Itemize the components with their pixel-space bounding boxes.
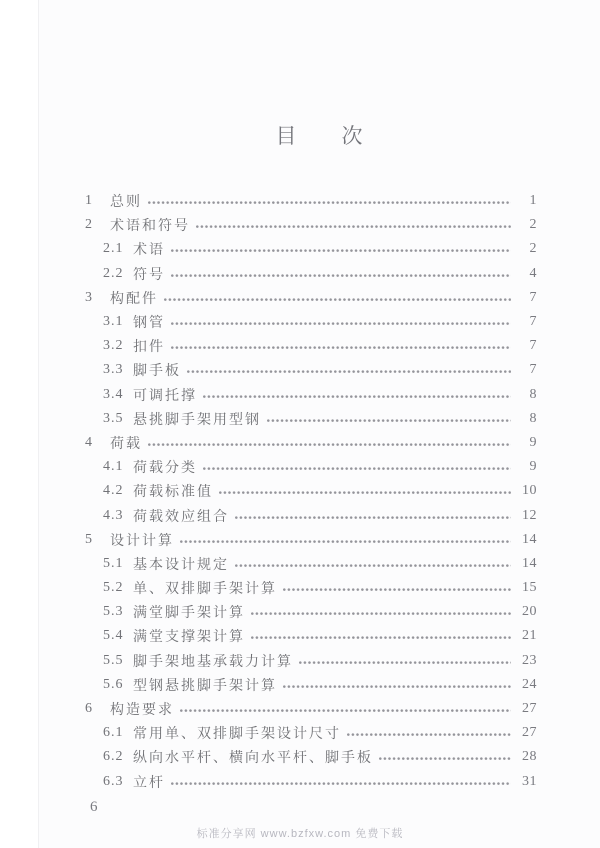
toc-entry-page: 9 [529,434,537,450]
toc-entry [85,649,537,673]
toc-entry [85,721,537,745]
toc-entry [85,479,537,503]
toc-entry [85,503,537,527]
toc-entry-page: 10 [522,483,537,499]
toc-entry-label: 立杆 [133,775,165,791]
toc-entry-page: 14 [522,531,537,547]
dot-leader [299,661,511,665]
toc-entry-label: 钢管 [133,316,165,332]
toc-entry-number: 5.4 [103,628,124,644]
toc-entry [85,383,537,407]
toc-entry-number: 2 [85,217,93,233]
toc-entry-number: 5.1 [103,555,124,571]
toc-entry-label: 脚手架地基承载力计算 [133,654,293,670]
toc-entry-label: 纵向水平杆、横向水平杆、脚手板 [133,751,373,767]
toc-entry-page: 8 [529,410,537,426]
dot-leader [251,636,511,640]
toc-entry [85,407,537,431]
page-title: 目 次 [275,124,375,148]
toc-entry [85,673,537,697]
toc-entry [85,262,537,286]
toc-entry-label: 荷载标准值 [133,485,213,501]
dot-leader [267,419,511,423]
page-number: 6 [90,799,98,815]
toc-entry-page: 7 [529,338,537,354]
toc-entry-label: 荷载分类 [133,461,197,477]
toc-entry-number: 5.6 [103,676,124,692]
dot-leader [235,564,511,568]
toc-entry [85,745,537,769]
toc-entry [85,600,537,624]
toc-entry [85,528,537,552]
toc-entry-page: 7 [529,362,537,378]
toc-entry [85,334,537,358]
toc-entry-page: 15 [522,580,537,596]
toc-entry [85,310,537,334]
toc-entry [85,770,537,794]
dot-leader [235,516,511,520]
dot-leader [164,298,511,302]
toc-entry-label: 扣件 [133,340,165,356]
toc-entry-number: 5.2 [103,580,124,596]
toc-list [85,189,537,794]
toc-entry [85,358,537,382]
dot-leader [171,249,511,253]
toc-entry-label: 总则 [110,195,142,211]
toc-entry [85,213,537,237]
toc-entry-number: 3 [85,289,93,305]
dot-leader [379,757,511,761]
toc-entry-page: 2 [529,241,537,257]
toc-entry-number: 4 [85,434,93,450]
dot-leader [283,588,511,592]
toc-entry-page: 7 [529,289,537,305]
toc-entry-page: 8 [529,386,537,402]
toc-entry-page: 20 [522,604,537,620]
toc-entry-number: 5 [85,531,93,547]
dot-leader [171,274,511,278]
document-page [38,0,600,848]
toc-entry-page: 9 [529,459,537,475]
toc-entry-label: 悬挑脚手架用型钢 [133,412,261,428]
toc-entry [85,431,537,455]
toc-entry-number: 2.1 [103,241,124,257]
dot-leader [171,322,511,326]
dot-leader [171,346,511,350]
dot-leader [219,491,511,495]
toc-entry-page: 27 [522,701,537,717]
dot-leader [347,733,511,737]
toc-entry-number: 4.2 [103,483,124,499]
toc-entry-number: 6 [85,701,93,717]
toc-entry [85,189,537,213]
dot-leader [148,201,511,205]
toc-entry-label: 符号 [133,267,165,283]
toc-entry-number: 1 [85,193,93,209]
toc-entry-label: 荷载效应组合 [133,509,229,525]
toc-entry-number: 3.5 [103,410,124,426]
toc-entry-label: 构造要求 [110,703,174,719]
toc-entry-page: 31 [522,773,537,789]
toc-entry-label: 脚手板 [133,364,181,380]
toc-entry-label: 基本设计规定 [133,557,229,573]
toc-entry-page: 1 [529,193,537,209]
dot-leader [180,540,511,544]
toc-entry-number: 4.3 [103,507,124,523]
dot-leader [203,467,511,471]
toc-entry [85,237,537,261]
dot-leader [187,370,511,374]
toc-entry-number: 5.5 [103,652,124,668]
toc-entry-label: 满堂支撑架计算 [133,630,245,646]
toc-entry-number: 6.2 [103,749,124,765]
toc-entry-label: 单、双排脚手架计算 [133,582,277,598]
toc-entry [85,455,537,479]
toc-entry-label: 设计计算 [110,533,174,549]
toc-entry-number: 3.2 [103,338,124,354]
toc-entry-label: 常用单、双排脚手架设计尺寸 [133,727,341,743]
dot-leader [180,709,511,713]
toc-entry-page: 27 [522,725,537,741]
toc-entry-number: 3.1 [103,314,124,330]
dot-leader [251,612,511,616]
toc-entry-page: 7 [529,314,537,330]
dot-leader [148,443,511,447]
toc-entry [85,697,537,721]
toc-entry-label: 构配件 [110,291,158,307]
toc-entry-number: 2.2 [103,265,124,281]
toc-entry [85,624,537,648]
toc-entry-page: 21 [522,628,537,644]
toc-entry-number: 5.3 [103,604,124,620]
toc-entry-label: 型钢悬挑脚手架计算 [133,678,277,694]
toc-entry-page: 12 [522,507,537,523]
toc-entry-number: 3.3 [103,362,124,378]
toc-entry-label: 可调托撑 [133,388,197,404]
toc-entry-number: 3.4 [103,386,124,402]
toc-entry-page: 14 [522,555,537,571]
toc-entry-page: 24 [522,676,537,692]
toc-entry-label: 术语 [133,243,165,259]
toc-entry-label: 满堂脚手架计算 [133,606,245,622]
toc-entry [85,286,537,310]
dot-leader [283,685,511,689]
toc-entry [85,552,537,576]
toc-entry-number: 6.1 [103,725,124,741]
toc-entry-number: 4.1 [103,459,124,475]
dot-leader [203,395,511,399]
toc-entry-page: 4 [529,265,537,281]
toc-entry-number: 6.3 [103,773,124,789]
watermark: 标准分享网 www.bzfxw.com 免费下载 [196,828,404,840]
toc-entry-label: 荷载 [110,436,142,452]
toc-entry-label: 术语和符号 [110,219,190,235]
toc-entry-page: 2 [529,217,537,233]
dot-leader [196,225,511,229]
dot-leader [171,782,511,786]
toc-entry-page: 23 [522,652,537,668]
toc-entry [85,576,537,600]
toc-entry-page: 28 [522,749,537,765]
